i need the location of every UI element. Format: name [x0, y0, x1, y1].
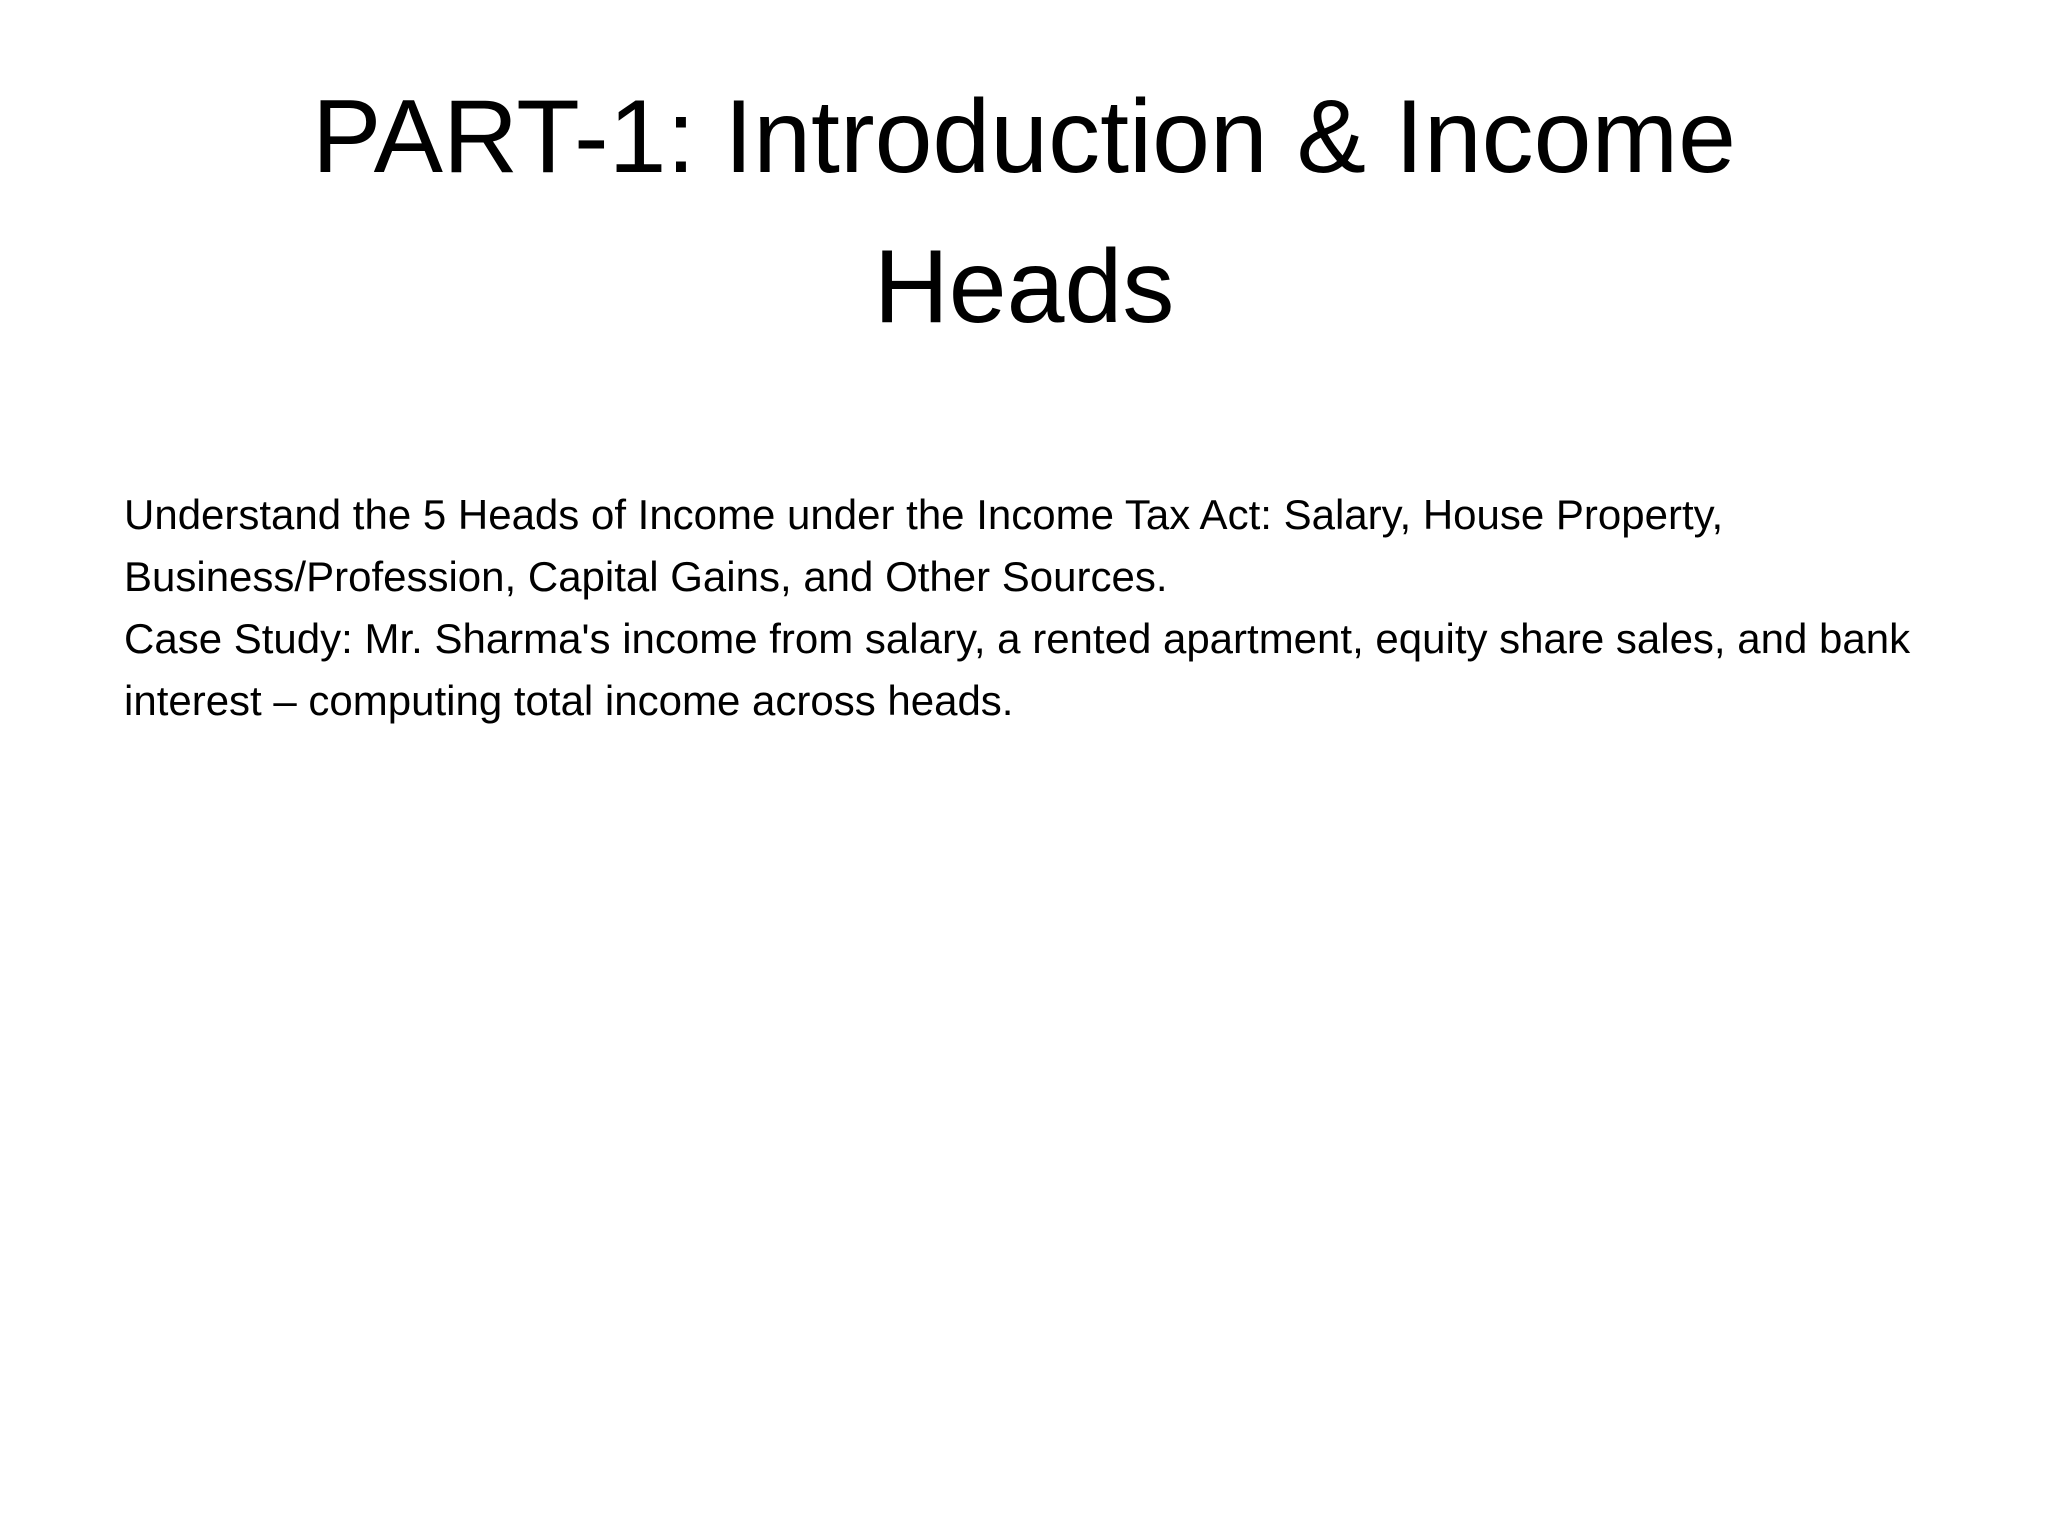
slide-body	[124, 484, 1954, 732]
body-paragraph-case-study: Case Study: Mr. Sharma's income from salary, a rented apartment, equity share sales, and bank interest – computing total income across heads.	[124, 615, 1911, 724]
body-paragraph-heads-of-income: Understand the 5 Heads of Income under the Income Tax Act: Salary, House Property, Business/Profession, Capital Gains, and Other Sources.	[124, 491, 1724, 600]
slide-title: PART-1: Introduction & Income Heads	[312, 79, 1736, 345]
